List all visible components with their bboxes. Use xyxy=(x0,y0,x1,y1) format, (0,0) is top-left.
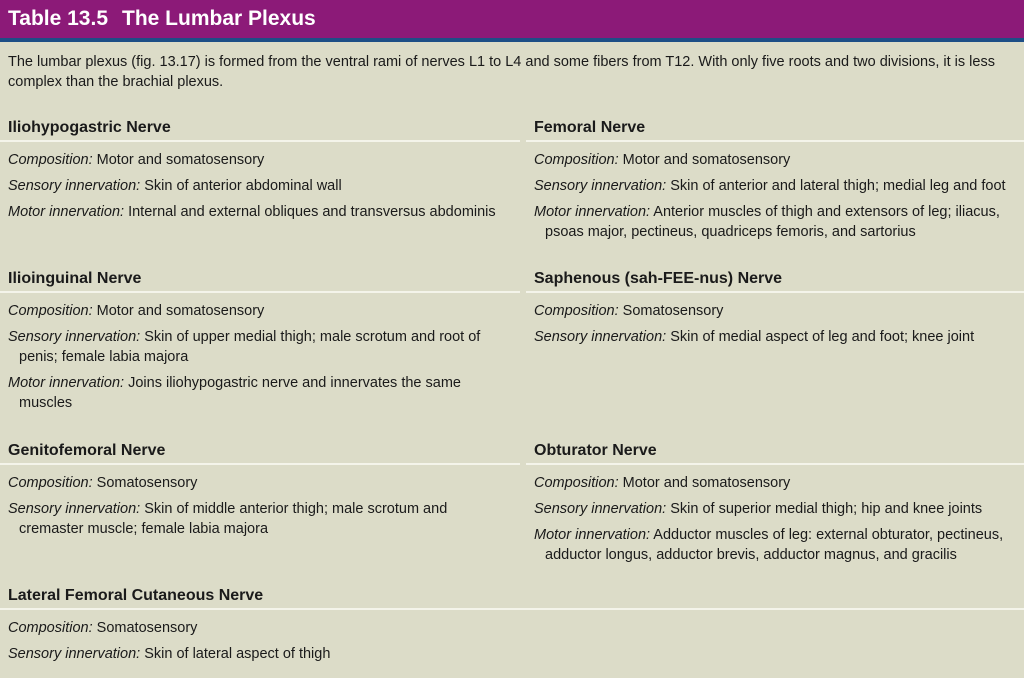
sensory-value: Skin of anterior abdominal wall xyxy=(144,178,342,194)
table-number: Table 13.5 xyxy=(8,7,108,30)
motor-row xyxy=(0,202,509,222)
motor-label: Motor innervation: xyxy=(8,375,125,391)
nerve-heading: Femoral Nerve xyxy=(526,116,1024,142)
composition-row xyxy=(0,301,509,321)
sensory-label: Sensory innervation: xyxy=(534,178,667,194)
sensory-row xyxy=(0,176,509,196)
motor-label: Motor innervation: xyxy=(8,204,125,220)
table-title: The Lumbar Plexus xyxy=(122,7,316,30)
composition-value: Motor and somatosensory xyxy=(622,475,791,491)
sensory-label: Sensory innervation: xyxy=(534,329,667,345)
composition-value: Motor and somatosensory xyxy=(96,303,265,319)
intro-paragraph: The lumbar plexus (fig. 13.17) is formed from the ventral rami of nerves L1 to L4 and some fibers from T12. With only five roots and two divisions, it is less complex than the brachial plexus. xyxy=(8,54,995,90)
composition-label: Composition: xyxy=(534,152,619,168)
nerve-section-saphenous xyxy=(526,267,1024,353)
nerve-heading: Lateral Femoral Cutaneous Nerve xyxy=(0,584,1024,610)
motor-value: Anterior muscles of thigh and extensors of leg; iliacus, psoas major, pectineus, quadriceps femoris, and sartorius xyxy=(545,204,1000,240)
composition-row xyxy=(0,473,509,493)
composition-label: Composition: xyxy=(8,475,93,491)
composition-row xyxy=(0,618,509,638)
composition-row xyxy=(526,150,1024,170)
sensory-value: Skin of middle anterior thigh; male scrotum and cremaster muscle; female labia majora xyxy=(19,501,448,537)
nerve-section-iliohypogastric xyxy=(0,116,520,228)
motor-value: Internal and external obliques and transversus abdominis xyxy=(128,204,496,220)
composition-row xyxy=(526,301,1024,321)
sensory-label: Sensory innervation: xyxy=(534,501,667,517)
nerve-section-obturator xyxy=(526,439,1024,571)
motor-value: Adductor muscles of leg: external obturator, pectineus, adductor longus, adductor brevis, adductor magnus, and gracilis xyxy=(545,527,1004,563)
composition-row xyxy=(0,150,509,170)
sensory-row xyxy=(526,499,1024,519)
motor-label: Motor innervation: xyxy=(534,204,651,220)
sensory-row xyxy=(526,327,1024,347)
composition-row xyxy=(526,473,1024,493)
sensory-row xyxy=(0,327,509,367)
nerve-heading: Ilioinguinal Nerve xyxy=(0,267,520,293)
sensory-value: Skin of upper medial thigh; male scrotum and root of penis; female labia majora xyxy=(19,329,481,365)
composition-label: Composition: xyxy=(534,303,619,319)
sensory-row xyxy=(0,644,509,664)
motor-row xyxy=(526,525,1024,565)
nerve-section-ilioinguinal xyxy=(0,267,520,419)
sensory-value: Skin of anterior and lateral thigh; medial leg and foot xyxy=(670,178,1006,194)
composition-label: Composition: xyxy=(8,152,93,168)
composition-value: Somatosensory xyxy=(96,620,198,636)
motor-row xyxy=(526,202,1024,242)
composition-value: Somatosensory xyxy=(96,475,198,491)
composition-label: Composition: xyxy=(534,475,619,491)
nerve-heading: Obturator Nerve xyxy=(526,439,1024,465)
composition-value: Somatosensory xyxy=(622,303,724,319)
nerve-heading: Genitofemoral Nerve xyxy=(0,439,520,465)
motor-row xyxy=(0,373,509,413)
motor-value: Joins iliohypogastric nerve and innervates the same muscles xyxy=(19,375,461,411)
composition-value: Motor and somatosensory xyxy=(96,152,265,168)
motor-label: Motor innervation: xyxy=(534,527,651,543)
nerve-section-lateral-femoral-cutaneous xyxy=(0,584,1024,670)
sensory-row xyxy=(526,176,1024,196)
sensory-label: Sensory innervation: xyxy=(8,329,141,345)
nerve-section-femoral xyxy=(526,116,1024,248)
sensory-value: Skin of lateral aspect of thigh xyxy=(144,646,331,662)
nerve-heading: Saphenous (sah-FEE-nus) Nerve xyxy=(526,267,1024,293)
sensory-value: Skin of superior medial thigh; hip and knee joints xyxy=(670,501,983,517)
composition-label: Composition: xyxy=(8,620,93,636)
composition-label: Composition: xyxy=(8,303,93,319)
sensory-row xyxy=(0,499,509,539)
nerve-section-genitofemoral xyxy=(0,439,520,545)
sensory-label: Sensory innervation: xyxy=(8,501,141,517)
composition-value: Motor and somatosensory xyxy=(622,152,791,168)
table-header xyxy=(0,0,1024,42)
nerve-heading: Iliohypogastric Nerve xyxy=(0,116,520,142)
sensory-label: Sensory innervation: xyxy=(8,646,141,662)
sensory-label: Sensory innervation: xyxy=(8,178,141,194)
sensory-value: Skin of medial aspect of leg and foot; knee joint xyxy=(670,329,975,345)
